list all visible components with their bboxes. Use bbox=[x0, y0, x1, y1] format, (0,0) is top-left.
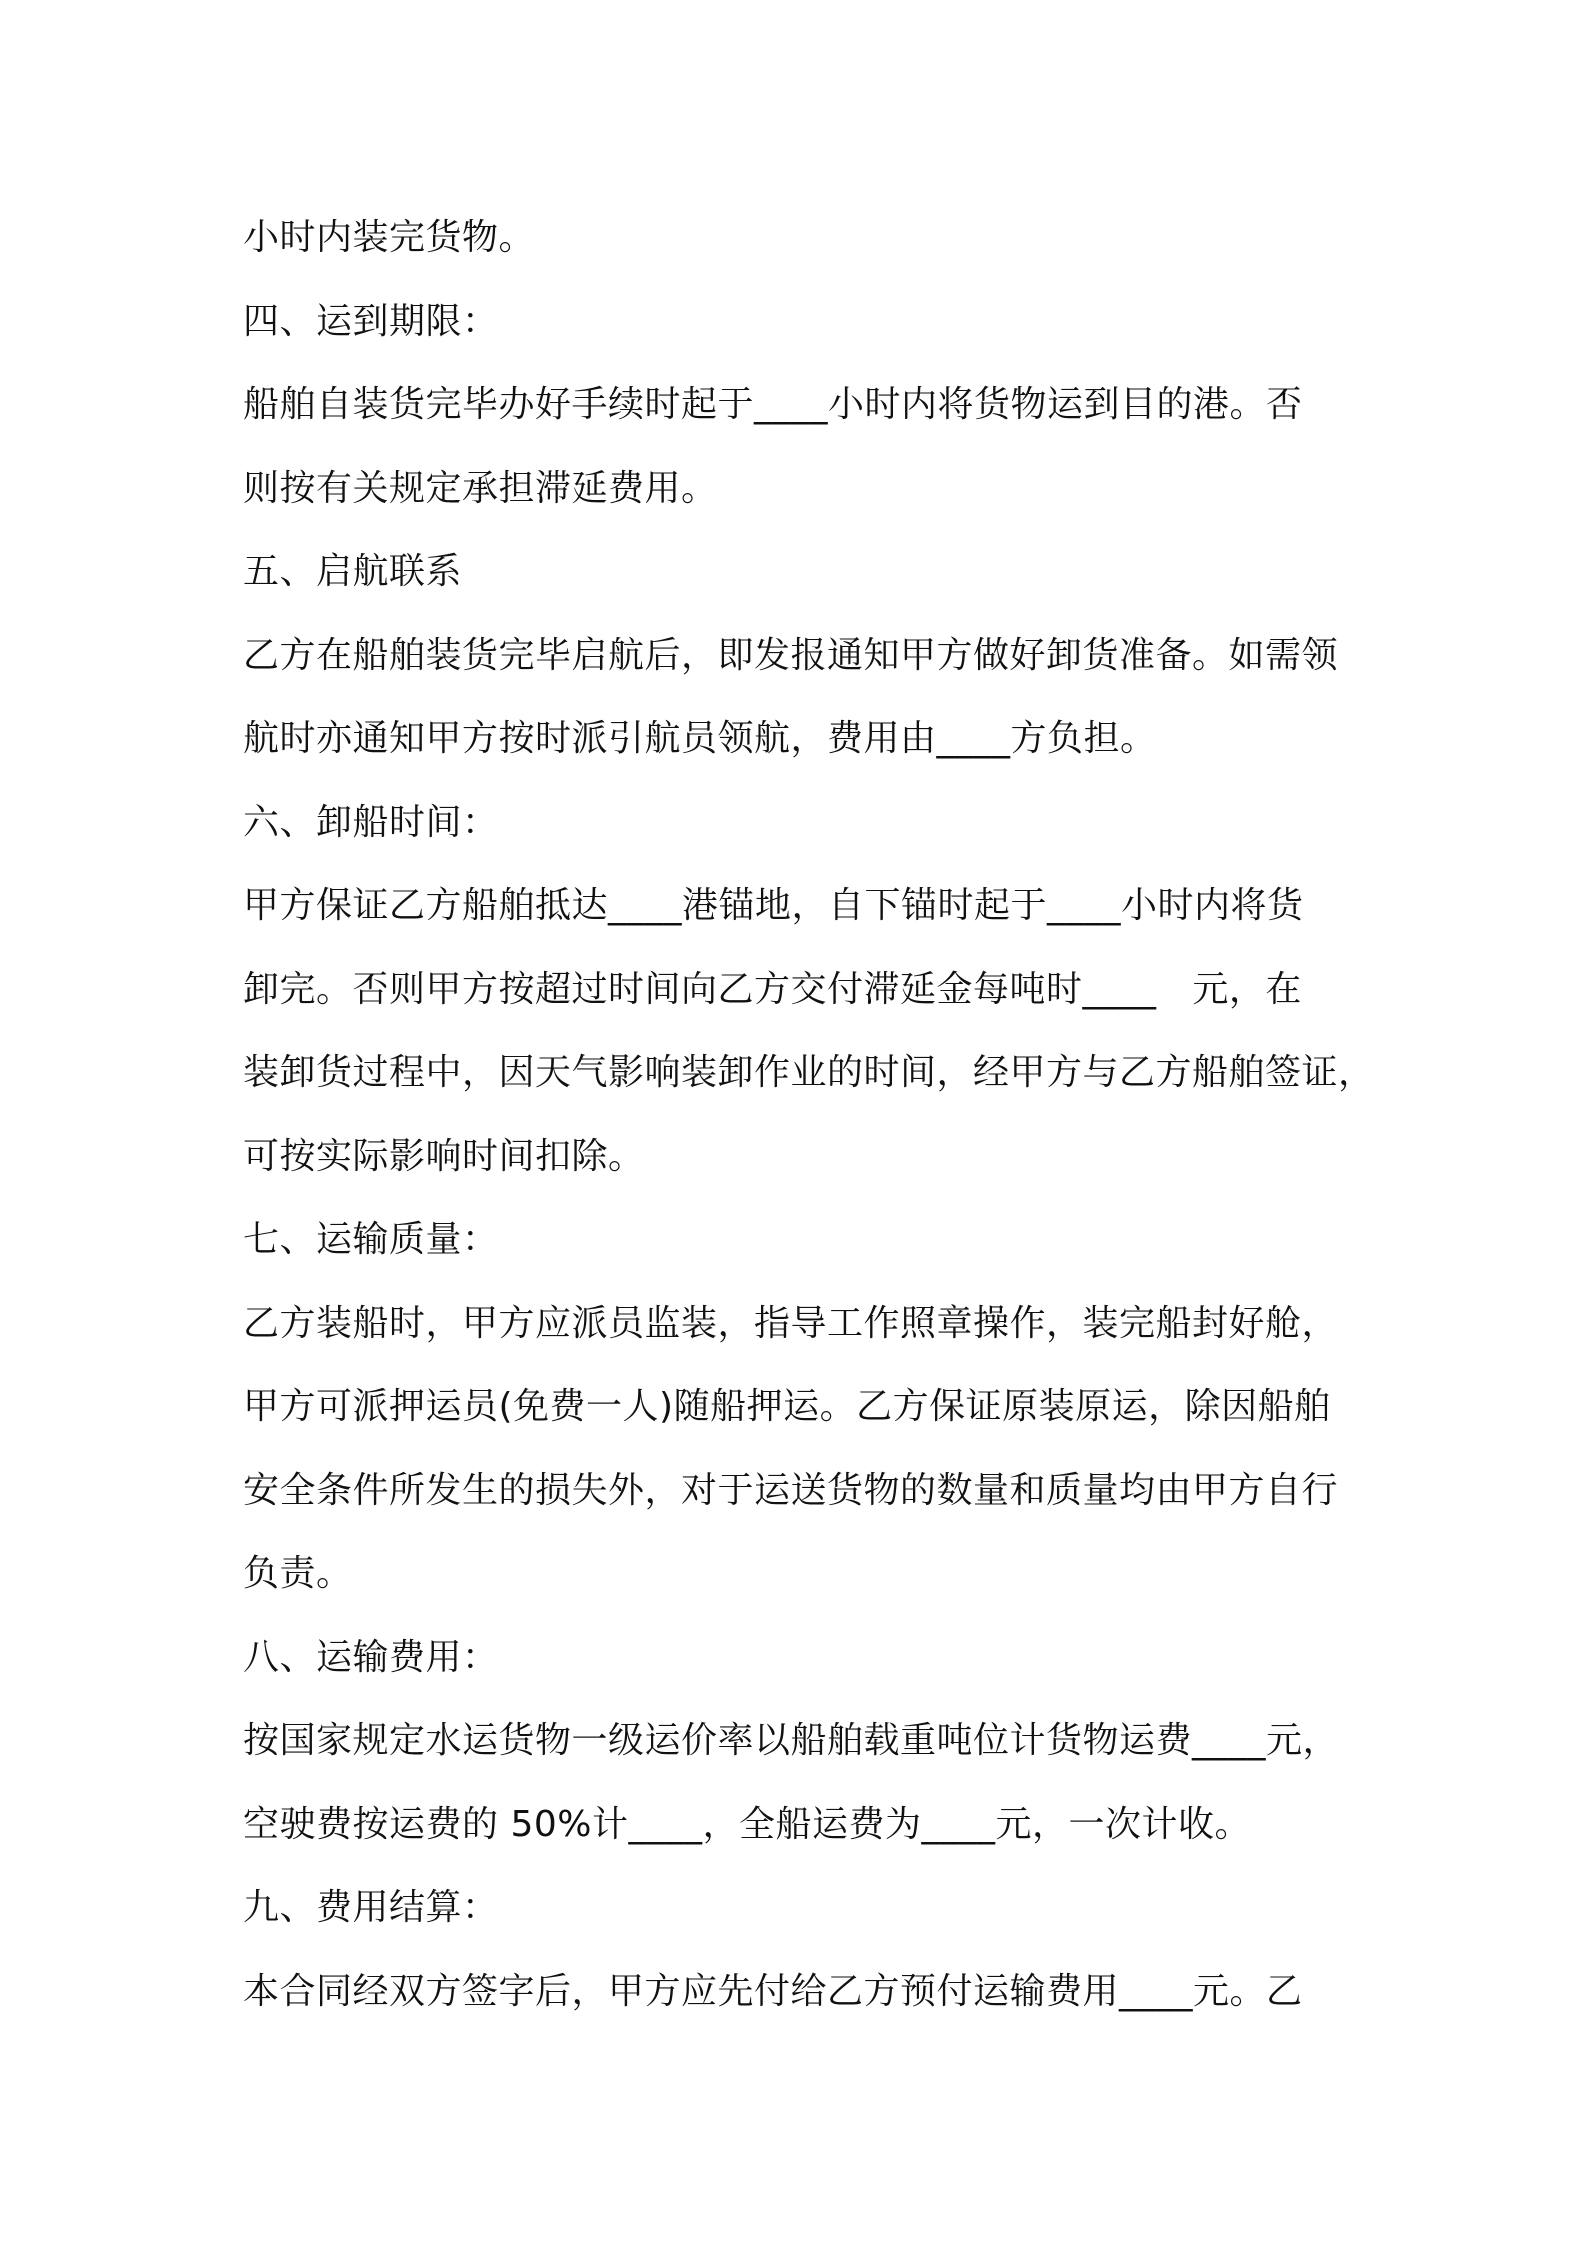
text-line: 空驶费按运费的 50%计____，全船运费为____元，一次计收。 bbox=[243, 1803, 1251, 1845]
text-line: 船舶自装货完毕办好手续时起于____小时内将货物运到目的港。否 bbox=[243, 384, 1303, 425]
text-line: 乙方在船舶装货完毕启航后，即发报通知甲方做好卸货准备。如需领 bbox=[243, 634, 1339, 676]
section-heading-transport-quality: 七、运输质量： bbox=[243, 1219, 499, 1260]
text-line: 可按实际影响时间扣除。 bbox=[243, 1135, 645, 1177]
section-heading-departure-contact: 五、启航联系 bbox=[243, 551, 463, 592]
section-heading-delivery-period: 四、运到期限： bbox=[243, 300, 499, 342]
section-heading-transport-fees: 八、运输费用： bbox=[243, 1636, 499, 1678]
text-line: 小时内装完货物。 bbox=[243, 217, 536, 258]
text-line: 负责。 bbox=[243, 1553, 353, 1594]
document-body bbox=[243, 196, 1375, 2033]
text-line: 按国家规定水运货物一级运价率以船舶载重吨位计货物运费____元， bbox=[243, 1720, 1340, 1761]
text-line: 则按有关规定承担滞延费用。 bbox=[243, 467, 718, 509]
section-heading-fee-settlement: 九、费用结算： bbox=[243, 1887, 499, 1928]
text-line: 乙方装船时，甲方应派员监装，指导工作照章操作，装完船封好舱， bbox=[243, 1302, 1339, 1344]
section-heading-unloading-time: 六、卸船时间： bbox=[243, 801, 499, 843]
text-line: 安全条件所发生的损失外，对于运送货物的数量和质量均由甲方自行 bbox=[243, 1469, 1339, 1511]
text-line: 卸完。否则甲方按超过时间向乙方交付滞延金每吨时____ 元，在 bbox=[243, 968, 1302, 1010]
text-line: 本合同经双方签字后，甲方应先付给乙方预付运输费用____元。乙 bbox=[243, 1970, 1303, 2012]
text-line: 甲方保证乙方船舶抵达____港锚地，自下锚时起于____小时内将货 bbox=[243, 885, 1304, 926]
text-line: 装卸货过程中，因天气影响装卸作业的时间，经甲方与乙方船舶签证， bbox=[243, 1052, 1375, 1093]
text-line: 甲方可派押运员(免费一人)随船押运。乙方保证原装原运，除因船舶 bbox=[243, 1386, 1331, 1427]
text-line: 航时亦通知甲方按时派引航员领航，费用由____方负担。 bbox=[243, 718, 1157, 759]
